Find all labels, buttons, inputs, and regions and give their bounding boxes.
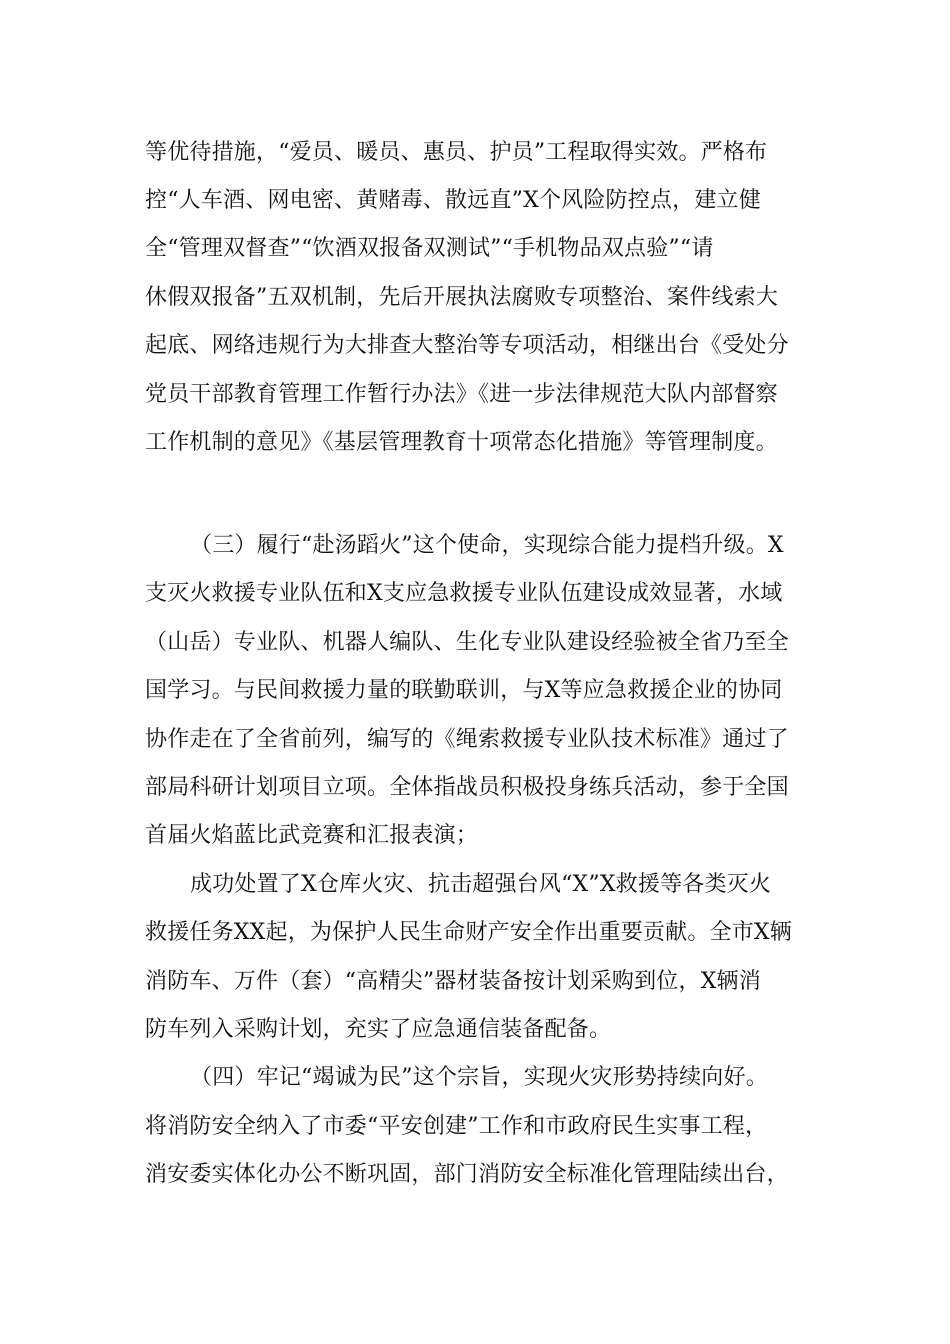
text-line: 全“管理双督查”“饮酒双报备双测试”“手机物品双点验”“请 bbox=[145, 236, 714, 261]
text-line: 首届火焰蓝比武竞赛和汇报表演； bbox=[145, 823, 479, 848]
text-line: 休假双报备”五双机制，先后开展执法腐败专项整治、案件线索大 bbox=[145, 285, 779, 310]
text-line: 消安委实体化办公不断巩固，部门消防安全标准化管理陆续出台， bbox=[145, 1162, 789, 1187]
text-line: 将消防安全纳入了市委“平安创建”工作和市政府民生实事工程， bbox=[145, 1114, 768, 1139]
paragraph-start: 成功处置了X仓库火灾、抗击超强台风“X”X救援等各类灭火 bbox=[190, 872, 772, 897]
text-line: 国学习。与民间救援力量的联勤联训，与X等应急救援企业的协同 bbox=[145, 678, 783, 703]
text-line: 党员干部教育管理工作暂行办法》《进一步法律规范大队内部督察 bbox=[145, 382, 778, 407]
text-line: 救援任务XX起，为保护人民生命财产安全作出重要贡献。全市X辆 bbox=[145, 920, 792, 945]
text-line: 工作机制的意见》《基层管理教育十项常态化措施》等管理制度。 bbox=[145, 430, 778, 455]
text-line: 支灭火救援专业队伍和X支应急救援专业队伍建设成效显著，水域 bbox=[145, 581, 783, 606]
text-line: （山岳）专业队、机器人编队、生化专业队建设经验被全省乃至全 bbox=[145, 630, 789, 655]
text-line: 协作走在了全省前列，编写的《绳索救援专业队技术标准》通过了 bbox=[145, 727, 789, 752]
text-line: 起底、网络违规行为大排查大整治等专项活动，相继出台《受处分 bbox=[145, 333, 789, 358]
text-line: 部局科研计划项目立项。全体指战员积极投身练兵活动，参于全国 bbox=[145, 775, 789, 800]
text-line: 防车列入采购计划，充实了应急通信装备配备。 bbox=[145, 1017, 612, 1042]
text-line: 等优待措施，“爱员、暖员、惠员、护员”工程取得实效。严格布 bbox=[145, 140, 768, 165]
text-line: 消防车、万件（套）“高精尖”器材装备按计划采购到位，X辆消 bbox=[145, 969, 761, 994]
section-heading-4: （四）牢记“竭诚为民”这个宗旨，实现火灾形势持续向好。 bbox=[190, 1065, 768, 1090]
section-heading-3: （三）履行“赴汤蹈火”这个使命，实现综合能力提档升级。X bbox=[190, 533, 784, 558]
text-line: 控“人车酒、网电密、黄赌毒、散远直”X个风险防控点，建立健 bbox=[145, 188, 761, 213]
